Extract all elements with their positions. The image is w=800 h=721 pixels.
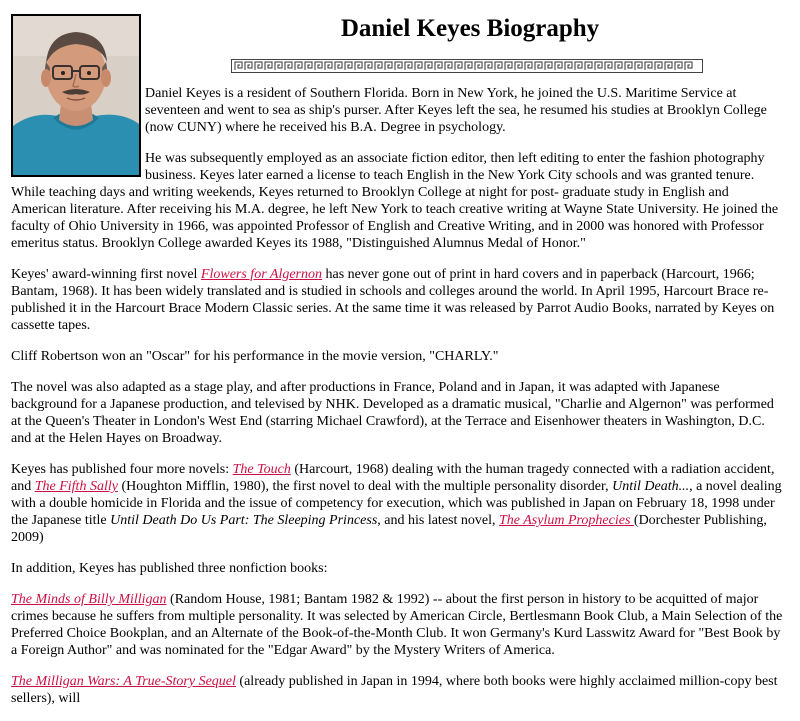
paragraph-oscar: Cliff Robertson won an "Oscar" for his performance in the movie version, "CHARLY." (11, 349, 499, 364)
biography-text (11, 85, 786, 721)
paragraph-first-novel: Keyes' award-winning first novel Flowers for Algernon has never gone out of print in hard covers and in paperback (Harcourt, 1966; Bantam, 1968). It has been widely translated and is studied in schools and colleges around the world. In April 1995, Harcourt Brace re-published it in the Harcourt Brace Modern Classic series. At the same time it was released by Parrot Audio Books, narrated by Keyes on cassette tapes. (11, 267, 775, 333)
paragraph-novels: Keyes has published four more novels: The Touch (Harcourt, 1968) dealing with the human tragedy connected with a radiation accident, and The Fifth Sally (Houghton Mifflin, 1980), the first novel to deal with the multiple personality disorder, Until Death..., a novel dealing with a double homicide in Florida and the issue of competency for execution, which was published in Japan on February 18, 1998 under the Japanese title Until Death Do Us Part: The Sleeping Princess, and his latest novel, The Asylum Prophecies (Dorchester Publishing, 2009) (11, 462, 782, 545)
title-until-death: Until Death... (612, 479, 690, 494)
paragraph-milligan-wars: The Milligan Wars: A True-Story Sequel (already published in Japan in 1994, where both books were highly acclaimed million-copy best sellers), will (11, 674, 778, 706)
link-the-fifth-sally[interactable]: The Fifth Sally (34, 479, 118, 494)
link-the-asylum-prophecies[interactable]: The Asylum Prophecies (498, 513, 634, 528)
link-the-touch[interactable]: The Touch (232, 462, 291, 477)
paragraph-career: He was subsequently employed as an associate fiction editor, then left editing to enter the fashion photography business. Keyes later earned a license to teach English in the New York City schools and was granted tenure. While teaching days and writing weekends, Keyes returned to Brooklyn College at night for post- graduate study in English and American literature. After receiving his M.A. degree, he left New York to teach creative writing at Wayne State University. He joined the faculty of Ohio University in 1966, was appointed Professor of English and Creative Writing, and in 2000 was honored with Professor emeritus status. Brooklyn College awarded Keyes its 1988, "Distinguished Alumnus Medal of Honor." (11, 151, 779, 251)
paragraph-adaptations: The novel was also adapted as a stage play, and after productions in France, Poland and in Japan, it was adapted with Japanese background for a Japanese production, and televised by NHK. Developed as a dramatic musical, "Charlie and Algernon" was performed at the Queen's Theater in London's West End (starring Michael Crawford), at the Terrace and Eisenhower theaters in Washington, D.C. and at the Helen Hayes on Broadway. (11, 380, 774, 446)
page-title: Daniel Keyes Biography (340, 15, 600, 42)
greek-key-divider (231, 59, 703, 73)
paragraph-nonfiction-intro: In addition, Keyes has published three nonfiction books: (11, 561, 328, 576)
link-flowers-for-algernon[interactable]: Flowers for Algernon (200, 267, 322, 282)
paragraph-billy-milligan: The Minds of Billy Milligan (Random House, 1981; Bantam 1982 & 1992) -- about the first person in history to be acquitted of major crimes because he suffers from multiple personality. It was selected by American Circle, Bertlesmann Book Club, a Main Selection of the Preferred Choice Bookplan, and an Alternate of the Book-of-the-Month Club. It won Germany's Kurd Lasswitz Award for "Best Book by a Foreign Author" and was nominated for the "Edgar Award" by the Mystery Writers of America. (11, 592, 783, 658)
paragraph-early-life: Daniel Keyes is a resident of Southern Florida. Born in New York, he joined the U.S. Maritime Service at seventeen and went to sea as ship's purser. After Keyes left the sea, he resumed his studies at Brooklyn College (now CUNY) where he received his B.A. Degree in psychology. (145, 86, 767, 135)
link-the-minds-of-billy-milligan[interactable]: The Minds of Billy Milligan (11, 592, 167, 607)
link-the-milligan-wars[interactable]: The Milligan Wars: A True-Story Sequel (11, 674, 236, 689)
title-until-death-japanese: Until Death Do Us Part: The Sleeping Princess (110, 513, 378, 528)
